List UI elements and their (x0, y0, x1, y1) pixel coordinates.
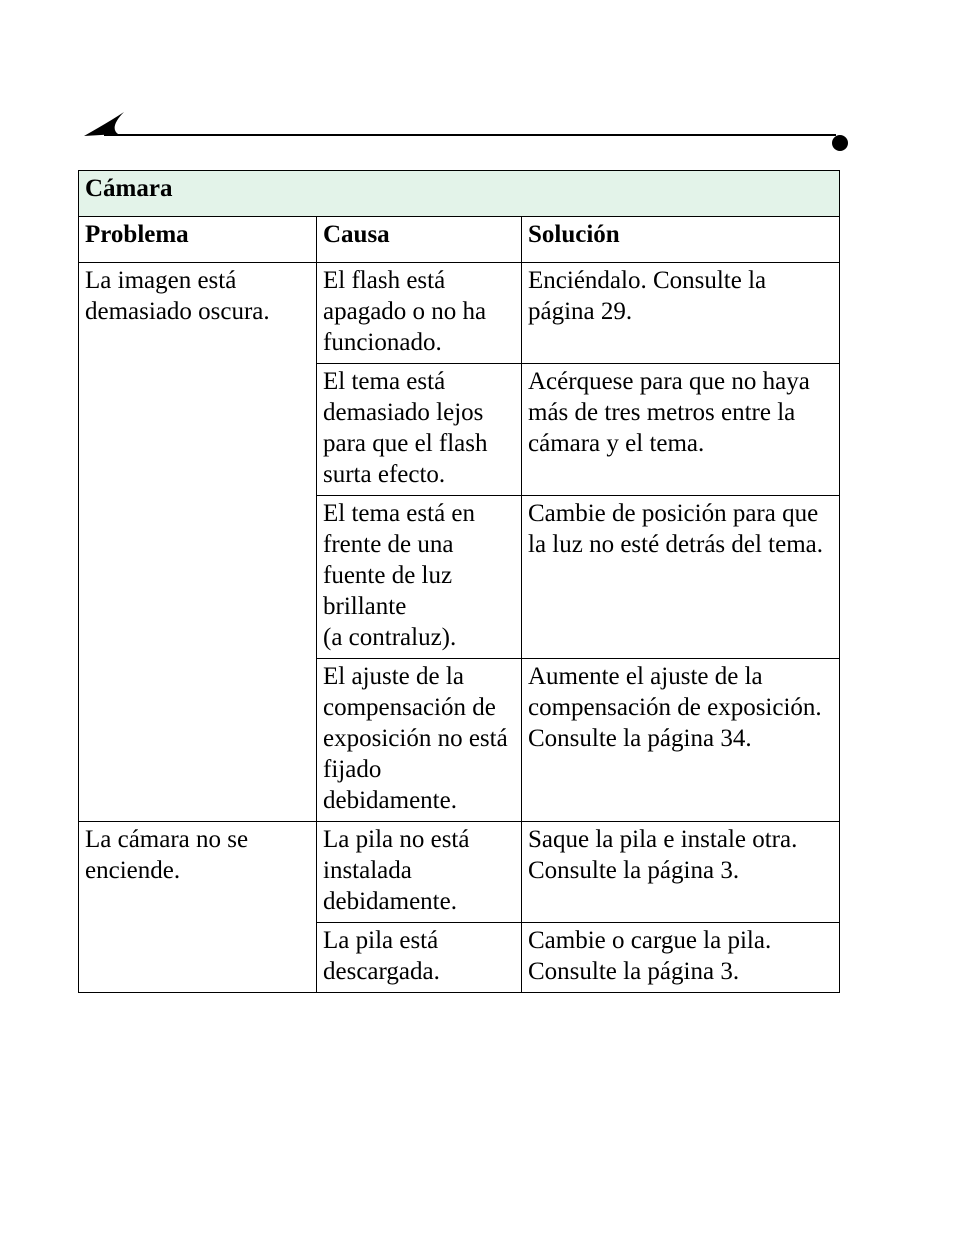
solution-cell: Cambie de posición para que la luz no esté detrás del tema. (522, 496, 840, 659)
troubleshooting-table (78, 170, 840, 993)
problem-cell: La imagen está demasiado oscura. (79, 263, 317, 822)
cause-cell: El ajuste de la compensación de exposición no está fijado debidamente. (317, 659, 522, 822)
table-row (79, 263, 840, 364)
cause-cell: El tema está demasiado lejos para que el flash surta efecto. (317, 364, 522, 496)
column-header-cause: Causa (317, 217, 522, 263)
solution-cell: Aumente el ajuste de la compensación de exposición. Consulte la página 34. (522, 659, 840, 822)
solution-cell: Acérquese para que no haya más de tres metros entre la cámara y el tema. (522, 364, 840, 496)
cause-cell: La pila no está instalada debidamente. (317, 822, 522, 923)
arrow-tip-icon (84, 112, 124, 136)
cause-cell: La pila está descargada. (317, 923, 522, 993)
section-title-row (79, 171, 840, 217)
end-dot-icon (832, 135, 848, 151)
cause-cell: El flash está apagado o no ha funcionado. (317, 263, 522, 364)
column-header-problem: Problema (79, 217, 317, 263)
column-header-solution: Solución (522, 217, 840, 263)
cause-cell: El tema está en frente de una fuente de luz brillante (a contraluz). (317, 496, 522, 659)
solution-cell: Saque la pila e instale otra. Consulte la página 3. (522, 822, 840, 923)
column-header-row (79, 217, 840, 263)
table-row (79, 822, 840, 923)
header-rule-ornament (84, 112, 852, 152)
solution-cell: Cambie o cargue la pila. Consulte la página 3. (522, 923, 840, 993)
section-title: Cámara (79, 171, 840, 217)
solution-cell: Enciéndalo. Consulte la página 29. (522, 263, 840, 364)
problem-cell: La cámara no se enciende. (79, 822, 317, 993)
